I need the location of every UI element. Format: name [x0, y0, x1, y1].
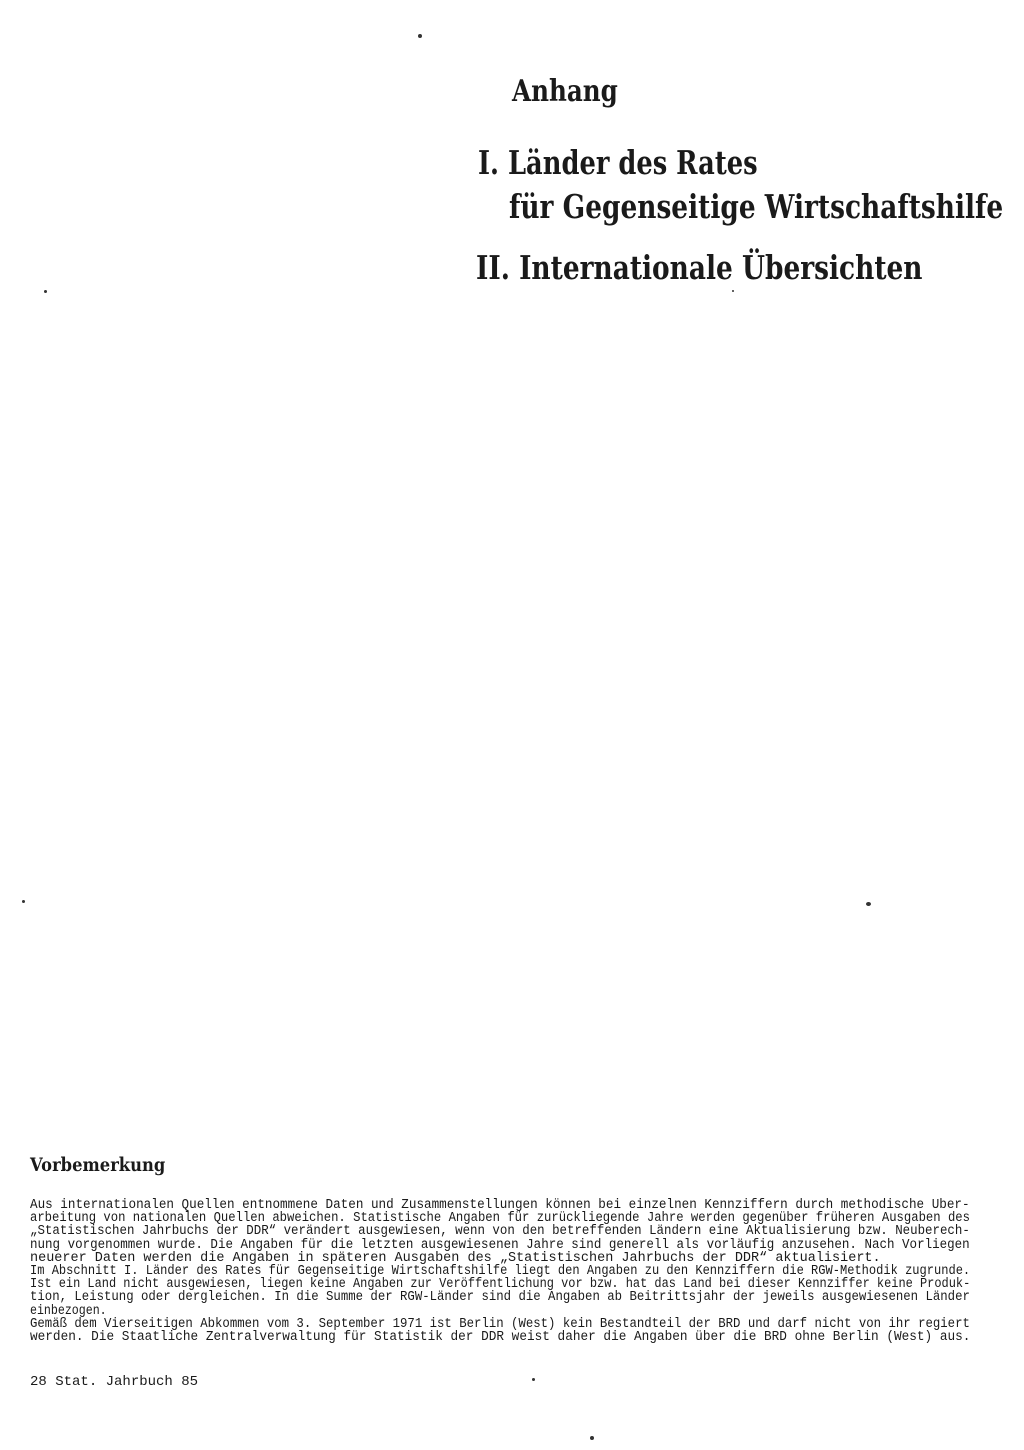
remark-line: werden. Die Staatliche Zentralverwaltung für Statistik der DDR weist daher die Angaben über die BRD ohne Berlin (West) aus.: [30, 1330, 971, 1346]
remark-line: neuerer Daten werden die Angaben in späteren Ausgaben des „Statistischen Jahrbuchs der DDR“ aktualisiert.: [30, 1250, 881, 1266]
scan-speck: [866, 902, 871, 906]
section-heading-international: II. Internationale Übersichten: [476, 248, 923, 287]
scan-speck: [532, 1378, 535, 1381]
scan-speck: [418, 34, 422, 38]
remark-title: Vorbemerkung: [30, 1154, 166, 1176]
scan-speck: [732, 290, 734, 292]
section-heading-rgw-line1: I. Länder des Rates: [478, 143, 758, 182]
remark-line: Gemäß dem Vierseitigen Abkommen vom 3. September 1971 ist Berlin (West) kein Bestandteil der BRD und darf nicht von ihr regiert: [30, 1316, 970, 1332]
scan-speck: [22, 900, 25, 903]
scan-speck: [590, 1436, 594, 1440]
page-footer: [30, 1374, 198, 1390]
remark-line: einbezogen.: [30, 1303, 107, 1319]
scan-speck: [44, 290, 47, 293]
page-number: 28: [30, 1374, 47, 1390]
remark-body: [30, 1199, 970, 1344]
remark-line: Aus internationalen Quellen entnommene Daten und Zusammenstellungen können bei einzelnen Kennziffern durch methodische Über-: [30, 1198, 970, 1213]
remark-line: Im Abschnitt I. Länder des Rates für Gegenseitige Wirtschaftshilfe liegt den Angaben zu den Kennziffern die RGW-Methodik zugrunde.: [30, 1264, 971, 1280]
remark-line: „Statistischen Jahrbuchs der DDR“ verändert ausgewiesen, wenn von den betreffenden Ländern eine Aktualisierung bzw. Neuberech-: [30, 1224, 970, 1240]
remark-line: arbeitung von nationalen Quellen abweichen. Statistische Angaben für zurückliegende Jahre werden gegenüber früheren Ausgaben des: [30, 1211, 970, 1227]
section-heading-rgw-line2: für Gegenseitige Wirtschaftshilfe: [509, 187, 1004, 226]
remark-line: Ist ein Land nicht ausgewiesen, liegen keine Angaben zur Veröffentlichung vor bzw. hat das Land bei dieser Kennziffer keine Produk-: [30, 1277, 971, 1293]
remark-line: nung vorgenommen wurde. Die Angaben für die letzten ausgewiesenen Jahre sind generell als vorläufig anzusehen. Nach Vorliegen: [30, 1237, 970, 1253]
remark-line: tion, Leistung oder dergleichen. In die Summe der RGW-Länder sind die Angaben ab Beitrittsjahr der jeweils ausgewiesenen Länder: [30, 1290, 970, 1306]
section-heading-anhang: Anhang: [512, 74, 618, 109]
footer-source: Stat. Jahrbuch 85: [55, 1374, 199, 1390]
